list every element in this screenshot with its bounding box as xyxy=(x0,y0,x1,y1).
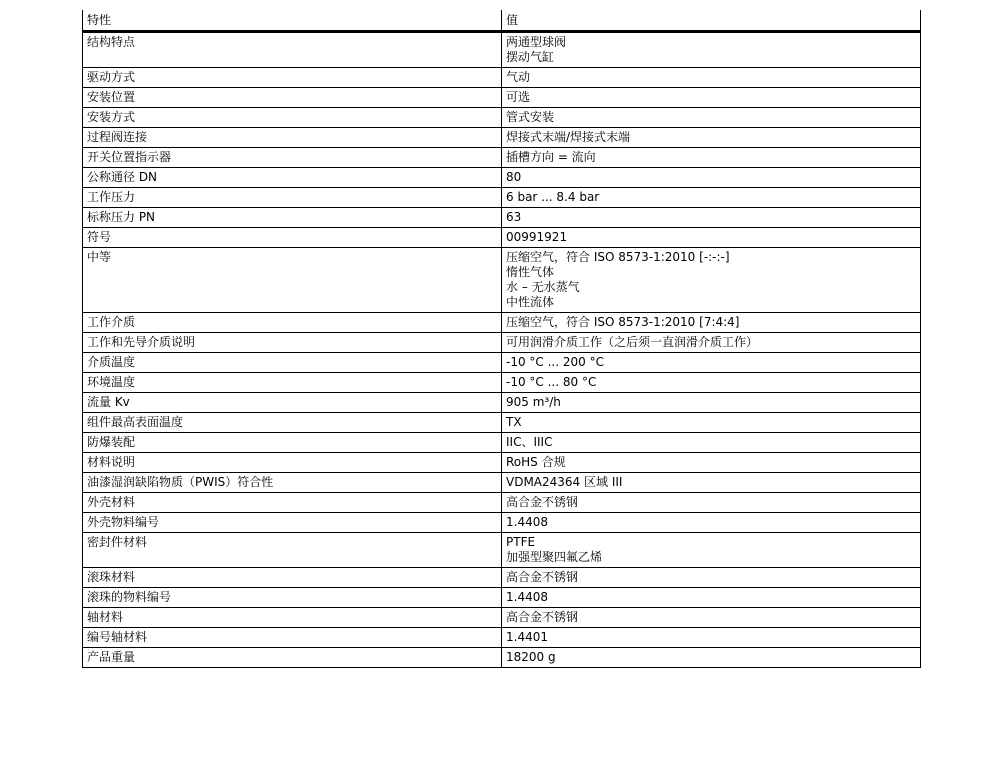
table-row xyxy=(83,608,921,628)
value-cell xyxy=(502,108,921,128)
property-cell: 防爆装配 xyxy=(83,433,502,453)
value-line: -10 °C ... 80 °C xyxy=(506,375,597,389)
value-line: 两通型球阀 xyxy=(506,35,567,49)
header-property: 特性 xyxy=(83,10,502,32)
table-row xyxy=(83,88,921,108)
table-row xyxy=(83,588,921,608)
value-cell xyxy=(502,168,921,188)
value-cell xyxy=(502,148,921,168)
property-cell: 外壳材料 xyxy=(83,493,502,513)
property-cell: 工作和先导介质说明 xyxy=(83,333,502,353)
property-cell: 环境温度 xyxy=(83,373,502,393)
value-cell xyxy=(502,373,921,393)
value-cell xyxy=(502,248,921,313)
property-cell: 材料说明 xyxy=(83,453,502,473)
value-line: 63 xyxy=(506,210,522,224)
property-cell: 安装位置 xyxy=(83,88,502,108)
value-line: 加强型聚四氟乙烯 xyxy=(506,550,603,564)
table-row xyxy=(83,333,921,353)
table-row xyxy=(83,433,921,453)
table-row xyxy=(83,108,921,128)
value-line: 80 xyxy=(506,170,522,184)
table-row xyxy=(83,32,921,68)
value-line: IIC、IIIC xyxy=(506,435,553,449)
table-row xyxy=(83,353,921,373)
value-line: -10 °C ... 200 °C xyxy=(506,355,604,369)
value-line: 高合金不锈钢 xyxy=(506,610,579,624)
property-cell: 结构特点 xyxy=(83,32,502,68)
value-cell xyxy=(502,608,921,628)
property-cell: 组件最高表面温度 xyxy=(83,413,502,433)
value-line: 压缩空气，符合 ISO 8573-1:2010 [7:4:4] xyxy=(506,315,740,329)
value-line: 插槽方向 = 流向 xyxy=(506,150,596,164)
value-cell xyxy=(502,453,921,473)
property-cell: 油漆湿润缺陷物质（PWIS）符合性 xyxy=(83,473,502,493)
value-line: 1.4408 xyxy=(506,515,548,529)
table-row xyxy=(83,568,921,588)
value-line: 中性流体 xyxy=(506,295,555,309)
table-row xyxy=(83,648,921,668)
table-row xyxy=(83,208,921,228)
property-cell: 密封件材料 xyxy=(83,533,502,568)
property-cell: 外壳物料编号 xyxy=(83,513,502,533)
value-cell xyxy=(502,32,921,68)
value-line: VDMA24364 区域 III xyxy=(506,475,623,489)
value-line: TX xyxy=(506,415,522,429)
value-cell xyxy=(502,413,921,433)
value-cell xyxy=(502,513,921,533)
property-cell: 公称通径 DN xyxy=(83,168,502,188)
table-row xyxy=(83,373,921,393)
value-line: 高合金不锈钢 xyxy=(506,495,579,509)
value-cell xyxy=(502,588,921,608)
value-cell xyxy=(502,313,921,333)
value-line: 气动 xyxy=(506,70,531,84)
table-row xyxy=(83,453,921,473)
value-cell xyxy=(502,353,921,373)
property-cell: 驱动方式 xyxy=(83,68,502,88)
value-line: 摆动气缸 xyxy=(506,50,555,64)
property-cell: 工作压力 xyxy=(83,188,502,208)
property-cell: 中等 xyxy=(83,248,502,313)
value-line: 管式安装 xyxy=(506,110,555,124)
value-cell xyxy=(502,128,921,148)
table-row xyxy=(83,168,921,188)
property-cell: 滚珠材料 xyxy=(83,568,502,588)
value-cell xyxy=(502,533,921,568)
property-cell: 流量 Kv xyxy=(83,393,502,413)
value-cell xyxy=(502,68,921,88)
value-line: 905 m³/h xyxy=(506,395,561,409)
table-row xyxy=(83,413,921,433)
table-row xyxy=(83,628,921,648)
value-line: PTFE xyxy=(506,535,536,549)
table-row xyxy=(83,128,921,148)
table-row xyxy=(83,533,921,568)
value-cell xyxy=(502,493,921,513)
property-cell: 产品重量 xyxy=(83,648,502,668)
value-cell xyxy=(502,473,921,493)
property-cell: 过程阀连接 xyxy=(83,128,502,148)
property-cell: 编号轴材料 xyxy=(83,628,502,648)
spec-table xyxy=(82,10,921,668)
value-line: 焊接式末端/焊接式末端 xyxy=(506,130,631,144)
property-cell: 符号 xyxy=(83,228,502,248)
property-cell: 安装方式 xyxy=(83,108,502,128)
table-row xyxy=(83,513,921,533)
property-cell: 工作介质 xyxy=(83,313,502,333)
value-cell xyxy=(502,393,921,413)
value-line: 惰性气体 xyxy=(506,265,555,279)
value-line: 水 – 无水蒸气 xyxy=(506,280,580,294)
value-line: 6 bar ... 8.4 bar xyxy=(506,190,600,204)
table-row xyxy=(83,148,921,168)
value-cell xyxy=(502,88,921,108)
value-cell xyxy=(502,333,921,353)
value-line: 18200 g xyxy=(506,650,556,664)
table-body xyxy=(83,32,921,668)
value-line: 可选 xyxy=(506,90,531,104)
value-line: RoHS 合规 xyxy=(506,455,566,469)
value-cell xyxy=(502,568,921,588)
table-row xyxy=(83,228,921,248)
value-line: 压缩空气，符合 ISO 8573-1:2010 [-:-:-] xyxy=(506,250,730,264)
table-row xyxy=(83,248,921,313)
table-row xyxy=(83,393,921,413)
table-row xyxy=(83,313,921,333)
table-row xyxy=(83,473,921,493)
property-cell: 轴材料 xyxy=(83,608,502,628)
table-header-row xyxy=(83,10,921,32)
value-cell xyxy=(502,188,921,208)
property-cell: 标称压力 PN xyxy=(83,208,502,228)
table-row xyxy=(83,493,921,513)
property-cell: 介质温度 xyxy=(83,353,502,373)
value-cell xyxy=(502,433,921,453)
value-cell xyxy=(502,648,921,668)
value-line: 高合金不锈钢 xyxy=(506,570,579,584)
value-line: 可用润滑介质工作（之后须一直润滑介质工作） xyxy=(506,335,759,349)
value-cell xyxy=(502,628,921,648)
header-value: 值 xyxy=(502,10,921,32)
value-line: 1.4401 xyxy=(506,630,548,644)
property-cell: 开关位置指示器 xyxy=(83,148,502,168)
value-line: 1.4408 xyxy=(506,590,548,604)
value-cell xyxy=(502,208,921,228)
value-cell xyxy=(502,228,921,248)
value-line: 00991921 xyxy=(506,230,568,244)
property-cell: 滚珠的物料编号 xyxy=(83,588,502,608)
table-row xyxy=(83,188,921,208)
table-row xyxy=(83,68,921,88)
